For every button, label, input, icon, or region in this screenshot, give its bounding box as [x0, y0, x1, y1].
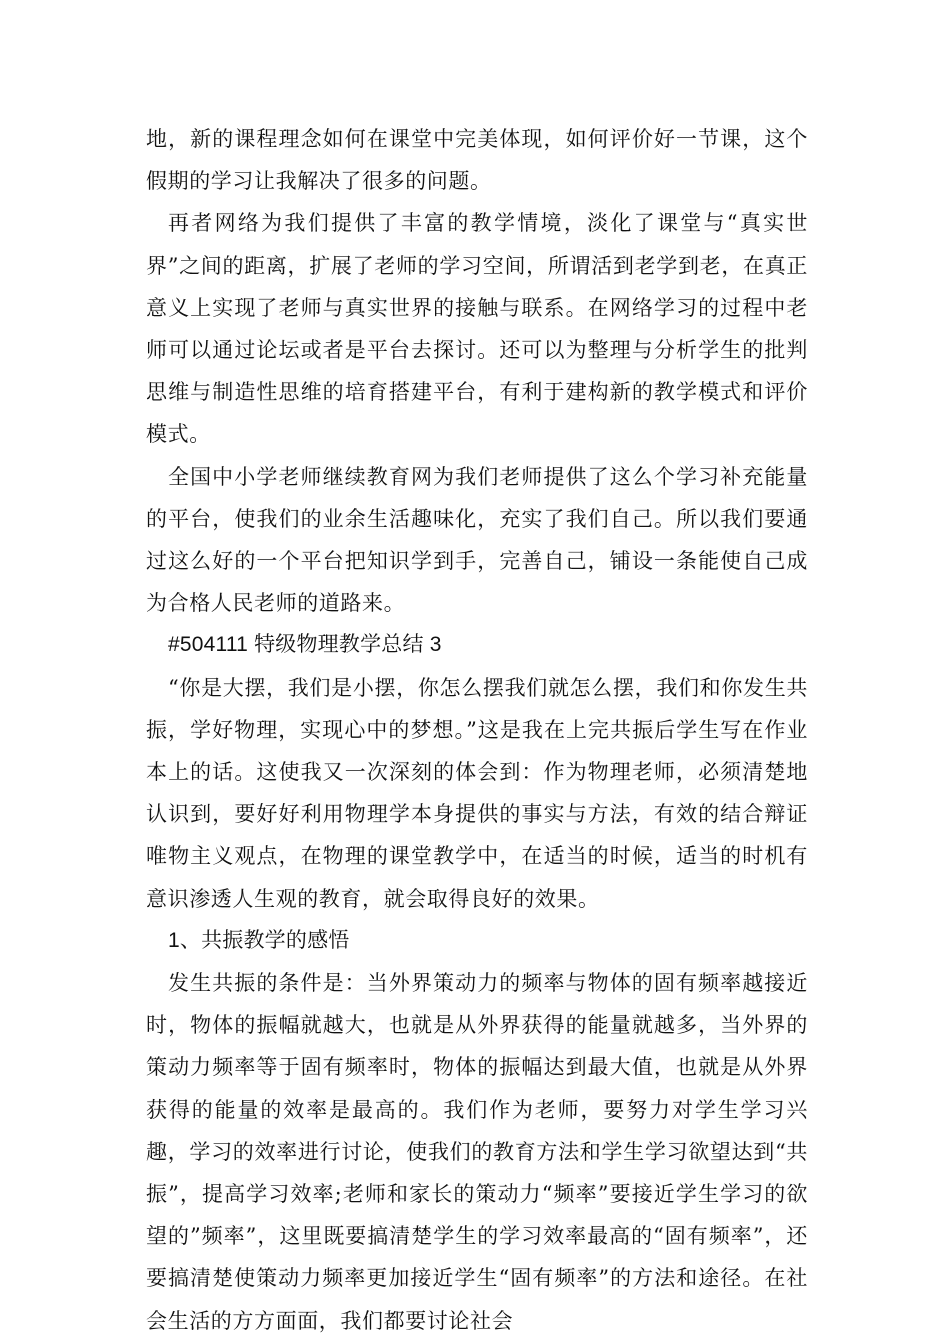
paragraph-resonance-conditions: 发生共振的条件是：当外界策动力的频率与物体的固有频率越接近时，物体的振幅就越大，也就是从外界获得的能量就越多，当外界的策动力频率等于固有频率时，物体的振幅达到最大值，也就是从外界获得的能量的效率是最高的。我们作为老师，要努力对学生学习兴趣，学习的效率进行讨论，使我们的教育方法和学生学习欲望达到“共振”，提高学习效率;老师和家长的策动力“频率”要接近学生学习的欲望的”频率”，这里既要搞清楚学生的学习效率最高的“固有频率”，还要搞清楚使策动力频率更加接近学生“固有频率”的方法和途径。在社会生活的方方面面，我们都要讨论社会: [146, 971, 808, 1333]
subsection-heading-resonance: 1、共振教学的感悟: [168, 928, 350, 952]
document-body: [146, 118, 808, 1342]
paragraph-continuation: 地，新的课程理念如何在课堂中完美体现，如何评价好一节课，这个假期的学习让我解决了很多的问题。: [146, 127, 808, 194]
paragraph-network-learning: 再者网络为我们提供了丰富的教学情境，淡化了课堂与“真实世界”之间的距离，扩展了老师的学习空间，所谓活到老学到老，在真正意义上实现了老师与真实世界的接触与联系。在网络学习的过程中老师可以通过论坛或者是平台去探讨。还可以为整理与分析学生的批判思维与制造性思维的培育搭建平台，有利于建构新的教学模式和评价模式。: [146, 211, 808, 447]
paragraph-student-quote: “你是大摆，我们是小摆，你怎么摆我们就怎么摆，我们和你发生共振，学好物理，实现心中的梦想。”这是我在上完共振后学生写在作业本上的话。这使我又一次深刻的体会到：作为物理老师，必须清楚地认识到，要好好利用物理学本身提供的事实与方法，有效的结合辩证唯物主义观点，在物理的课堂教学中，在适当的时候，适当的时机有意识渗透人生观的教育，就会取得良好的效果。: [146, 675, 808, 911]
section-heading-physics-summary: #504111 特级物理教学总结 3: [168, 633, 442, 657]
paragraph-teacher-education-platform: 全国中小学老师继续教育网为我们老师提供了这么个学习补充能量的平台，使我们的业余生活趣味化，充实了我们自己。所以我们要通过这么好的一个平台把知识学到手，完善自己，铺设一条能使自己成为合格人民老师的道路来。: [146, 464, 808, 616]
